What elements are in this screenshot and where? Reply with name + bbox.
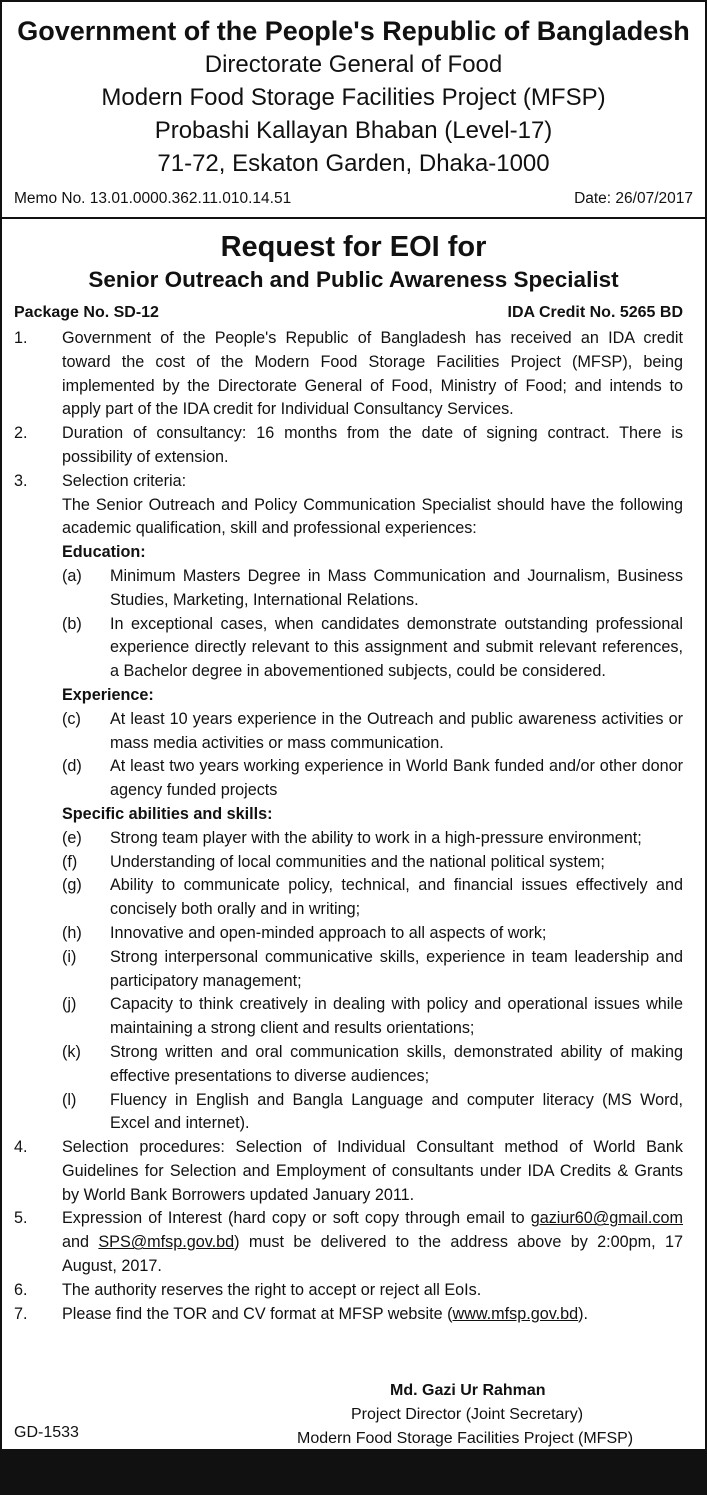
building-line: Probashi Kallayan Bhaban (Level-17) <box>154 117 553 144</box>
sub-item-label: (j) <box>62 995 77 1014</box>
project-line: Modern Food Storage Facilities Project (MFSP) <box>101 84 606 111</box>
sub-item-g <box>62 874 683 922</box>
criteria-intro: The Senior Outreach and Policy Communication Specialist should have the following academic qualification, skill and professional experiences: <box>62 495 683 538</box>
item-number: 4. <box>14 1138 28 1157</box>
sub-item-text: Capacity to think creatively in dealing with policy and operational issues while maintaining a strong client and results orientations; <box>110 995 683 1038</box>
sub-item-label: (h) <box>62 923 82 942</box>
skills-heading: Specific abilities and skills: <box>62 804 273 823</box>
item-text-part: ). <box>578 1304 589 1323</box>
sub-item-text: In exceptional cases, when candidates demonstrate outstanding professional experience directly relevant to this assignment and submit relevant references, a Bachelor degree in abovementioned subjects, could be considered. <box>110 614 683 681</box>
sub-item-label: (k) <box>62 1042 81 1061</box>
government-heading: Government of the People's Republic of Bangladesh <box>17 16 690 46</box>
street-line: 71-72, Eskaton Garden, Dhaka-1000 <box>157 150 550 177</box>
signature-block <box>2 1382 705 1451</box>
sub-item-label: (i) <box>62 947 77 966</box>
item-number: 5. <box>14 1209 28 1228</box>
website-link[interactable]: www.mfsp.gov.bd <box>452 1304 579 1323</box>
item-text: Government of the People's Republic of Bangladesh has received an IDA credit toward the cost of the Modern Food Storage Facilities Project (MFSP), being implemented by the Directorate General of Food, Ministry of Food; and intends to apply part of the IDA credit for Individual Consultancy Services. <box>62 329 683 419</box>
sub-item-text: Strong interpersonal communicative skills, experience in team leadership and participatory management; <box>110 947 683 990</box>
directorate-line: Directorate General of Food <box>204 51 503 78</box>
item-text <box>62 1303 683 1327</box>
email-link-gaziur[interactable]: gaziur60@gmail.com <box>530 1209 683 1228</box>
sub-item-b <box>62 613 683 684</box>
sub-item-f <box>62 851 683 875</box>
sub-item-l <box>62 1089 683 1137</box>
sub-item-label: (c) <box>62 709 81 728</box>
signatory-title: Project Director (Joint Secretary) <box>351 1406 584 1423</box>
divider <box>2 217 705 219</box>
sub-item-h <box>62 922 683 946</box>
list-item-4 <box>14 1136 683 1207</box>
gd-number: GD-1533 <box>14 1424 79 1441</box>
sub-item-text: Fluency in English and Bangla Language and computer literacy (MS Word, Excel and internet). <box>110 1090 683 1133</box>
item-text: Selection criteria: <box>62 471 187 490</box>
sub-item-label: (a) <box>62 566 82 585</box>
item-text-part: and <box>62 1233 99 1252</box>
list-item-2 <box>14 422 683 470</box>
sub-item-e <box>62 827 683 851</box>
item-number: 6. <box>14 1280 28 1299</box>
item-text-part: Please find the TOR and CV format at MFSP website ( <box>62 1304 453 1323</box>
memo-date: Date: 26/07/2017 <box>574 190 693 207</box>
list-item-1 <box>14 327 683 422</box>
item-number: 1. <box>14 329 28 347</box>
experience-heading: Experience: <box>62 685 154 704</box>
list-item-6 <box>14 1279 683 1303</box>
memo-row <box>14 188 693 210</box>
list-item-5 <box>14 1207 683 1278</box>
sub-item-label: (l) <box>62 1090 77 1109</box>
sub-item-label: (g) <box>62 876 82 895</box>
sub-item-a <box>62 565 683 613</box>
package-number: Package No. SD-12 <box>14 304 159 321</box>
package-row <box>14 302 683 324</box>
page-title: Request for EOI for <box>220 231 487 263</box>
sub-item-text: Strong written and oral communication skills, demonstrated ability of making effective presentations to diverse audiences; <box>110 1042 683 1085</box>
email-link-sps[interactable]: SPS@mfsp.gov.bd <box>98 1233 235 1252</box>
page-subtitle: Senior Outreach and Public Awareness Specialist <box>88 267 619 292</box>
item-text: The authority reserves the right to accept or reject all EoIs. <box>62 1280 482 1299</box>
sub-item-text: At least two years working experience in World Bank funded and/or other donor agency funded projects <box>110 757 683 800</box>
sub-item-d <box>62 755 683 803</box>
item-text-part: ) must be delivered to the address above by 2:00pm, 17 August, 2017. <box>62 1233 683 1276</box>
item-text <box>62 1207 683 1278</box>
sub-item-label: (e) <box>62 828 82 847</box>
sub-item-text: At least 10 years experience in the Outreach and public awareness activities or mass media activities or mass communication. <box>110 709 683 752</box>
signatory-org: Modern Food Storage Facilities Project (MFSP) <box>297 1430 634 1447</box>
item-text: Selection procedures: Selection of Individual Consultant method of World Bank Guidelines for Selection and Employment of consultants under IDA Credits & Grants by World Bank Borrowers updated January 2011. <box>62 1138 683 1204</box>
item-number: 7. <box>14 1304 28 1323</box>
list-item-7 <box>14 1303 683 1327</box>
sub-item-text: Understanding of local communities and the national political system; <box>110 852 605 871</box>
credit-number: IDA Credit No. 5265 BD <box>507 304 683 321</box>
item-number: 2. <box>14 424 28 443</box>
sub-item-label: (d) <box>62 757 82 776</box>
item-text: Duration of consultancy: 16 months from the date of signing contract. There is possibility of extension. <box>62 424 683 466</box>
sub-item-i <box>62 946 683 994</box>
memo-number: Memo No. 13.01.0000.362.11.010.14.51 <box>14 190 292 207</box>
sub-item-j <box>62 993 683 1041</box>
sub-item-label: (b) <box>62 614 82 633</box>
sub-item-text: Minimum Masters Degree in Mass Communication and Journalism, Business Studies, Marketing, International Relations. <box>110 566 683 609</box>
sub-item-text: Ability to communicate policy, technical, and financial issues effectively and concisely both orally and in writing; <box>110 876 683 919</box>
sub-item-text: Strong team player with the ability to work in a high-pressure environment; <box>110 828 642 847</box>
list-item-3 <box>14 470 683 494</box>
item-number: 3. <box>14 471 28 490</box>
signatory-name: Md. Gazi Ur Rahman <box>390 1382 546 1399</box>
education-heading: Education: <box>62 543 146 562</box>
sub-item-c <box>62 708 683 756</box>
sub-item-k <box>62 1041 683 1089</box>
notice-body <box>14 327 683 1326</box>
sub-item-text: Innovative and open-minded approach to all aspects of work; <box>110 923 547 942</box>
item-text-part: Expression of Interest (hard copy or soft copy through email to <box>62 1209 531 1228</box>
sub-item-label: (f) <box>62 852 78 871</box>
